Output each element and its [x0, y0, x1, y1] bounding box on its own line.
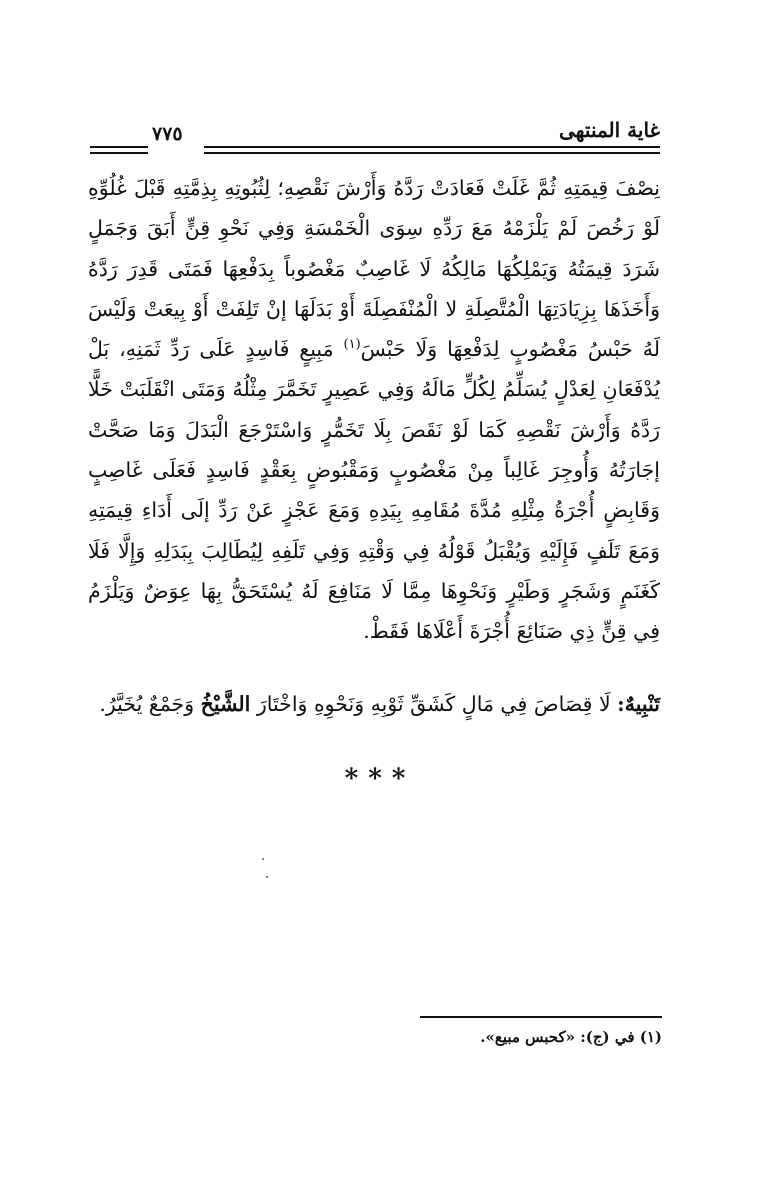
footnote-marker[interactable]: (١) [343, 337, 361, 353]
note-text-before: لَا قِصَاصَ فِي مَالٍ كَشَقِّ ثَوْبِهِ وَنَحْوِهِ وَاخْتَارَ [250, 692, 618, 716]
note-shaykh: الشَّيْخُ [200, 692, 251, 716]
header-rule-bottom [204, 152, 660, 154]
main-paragraph [88, 168, 660, 652]
tanbih-note [88, 684, 660, 724]
pagenum-rule-bottom [90, 152, 148, 154]
scan-speck [262, 858, 264, 860]
footnote: (١) في (ج): «كحبس مبيع». [480, 1028, 662, 1046]
paragraph-part-2: مَبِيعٍ فَاسِدٍ عَلَى رَدِّ ثَمَنِهِ، بَلْ يُدْفَعَانِ لِعَدْلٍ يُسَلِّمُ لِكُلٍّ مَالَهُ وَفِي عَصِيرٍ تَخَمَّرَ مِثْلُهُ وَمَتَى انْقَلَبَتْ خَلًّا رَدَّهُ وَأَرْشَ نَقْصِهِ كَمَا لَوْ نَقَصَ بِلَا تَخَمُّرٍ وَاسْتَرْجَعَ الْبَدَلَ وَمَا صَحَّتْ إجَارَتُهُ وَأُوجِرَ غَالِباً مِنْ مَغْصُوبٍ وَمَقْبُوضٍ بِعَقْدٍ فَاسِدٍ فَعَلَى غَاصِبٍ وَقَابِضٍ أُجْرَةُ مِثْلِهِ مُدَّةَ مُقَامِهِ بِيَدِهِ وَمَعَ عَجْزٍ عَنْ رَدِّ إلَى أَدَاءِ قِيمَتِهِ وَمَعَ تَلَفٍ فَإِلَيْهِ وَيُقْبَلُ قَوْلُهُ فِي وَقْتِهِ وَفِي تَلَفِهِ لِيُطَالِبَ بِبَدَلِهِ وَإِلَّا فَلَا كَغَنَمٍ وَشَجَرٍ وَطَيْرٍ وَنَحْوِهَا مِمَّا لَا مَنَافِعَ لَهُ يُسْتَحَقُّ بِهَا عِوَضٌ وَيَلْزَمُ فِي قِنٍّ ذِي صَنَائِعَ أُجْرَةَ أَعْلَاهَا فَقَطْ. [88, 337, 660, 644]
footnote-rule [420, 1016, 662, 1018]
paragraph-part-1: نِصْفَ قِيمَتِهِ ثُمَّ غَلَتْ فَعَادَتْ رَدَّهُ وَأَرْشَ نَقْصِهِ؛ لِثُبُوتِهِ بِذِمَّتِهِ قَبْلَ غُلُوِّهِ لَوْ رَخُصَ لَمْ يَلْزَمْهُ مَعَ رَدِّهِ سِوَى الْخَمْسَةِ وَفِي نَحْوِ قِنٍّ أَبَقَ وَجَمَلٍ شَرَدَ قِيمَتُهُ وَيَمْلِكُهَا مَالِكُهُ لَا غَاصِبٌ مَغْصُوباً بِدَفْعِهَا فَمَتَى قَدِرَ رَدَّهُ وَأَخَذَهَا بِزِيَادَتِهَا الْمُتَّصِلَةِ لا الْمُنْفَصِلَةَ أَوْ بَدَلَهَا إنْ تَلِفَتْ أَوْ بِيعَتْ وَلَيْسَ لَهُ حَبْسُ مَغْصُوبٍ لِدَفْعِهَا وَلَا حَبْسَ [88, 176, 660, 362]
note-label: تَنْبِيهٌ: [617, 692, 660, 716]
note-text-after: وَجَمْعٌ يُخَيَّرُ. [99, 692, 201, 716]
page-number: ٧٧٥ [152, 123, 183, 145]
main-text [88, 168, 660, 652]
pagenum-rule-top [90, 146, 148, 148]
section-separator: *** [344, 764, 416, 794]
book-title: غاية المنتهى [559, 118, 660, 142]
scan-speck [266, 876, 268, 878]
header-rule-top [204, 146, 660, 148]
